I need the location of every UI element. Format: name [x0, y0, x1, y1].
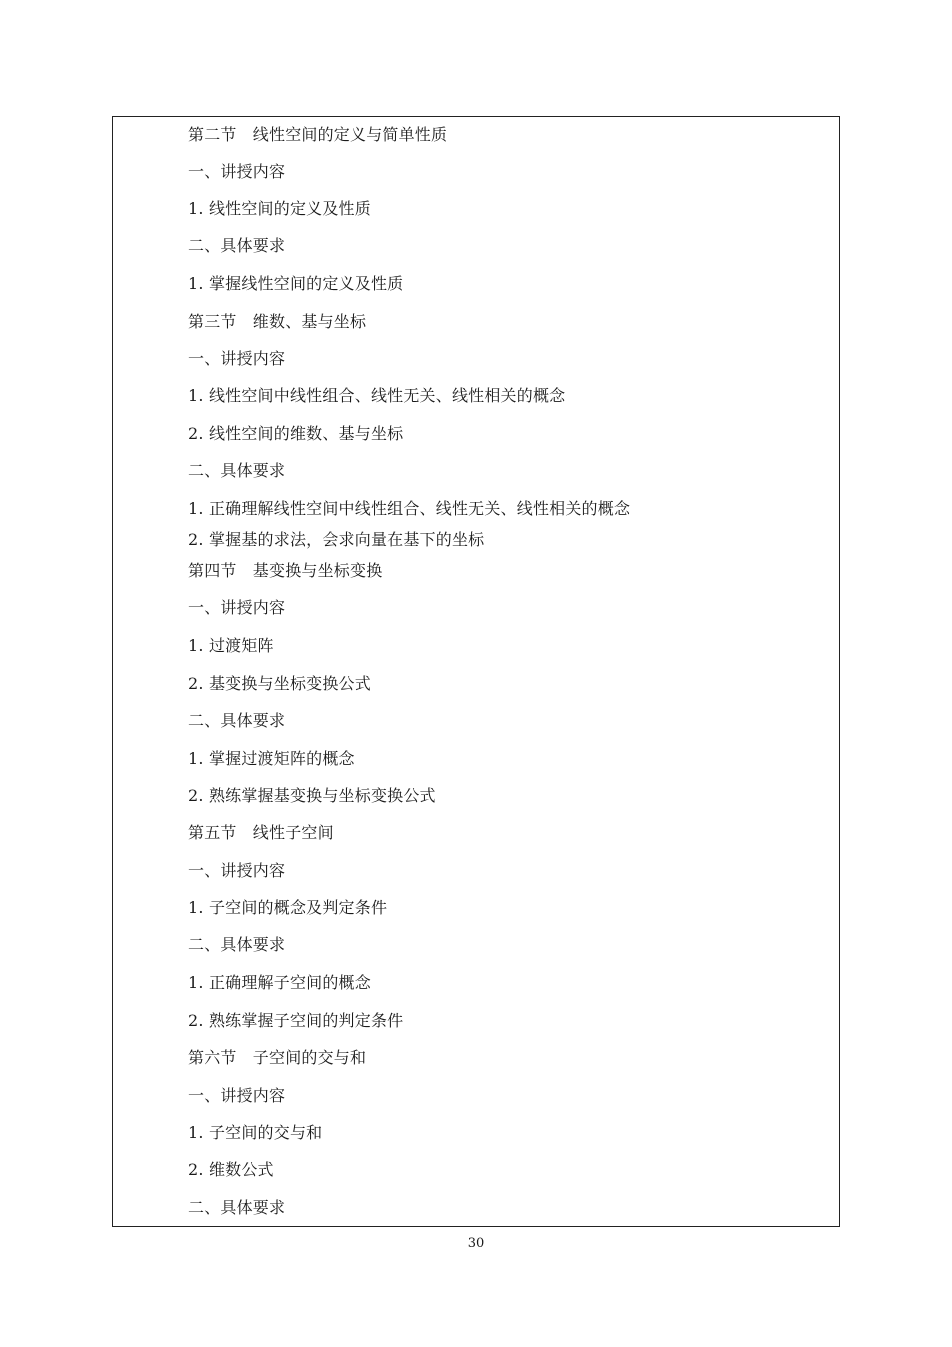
section-heading: 第三节 维数、基与坐标: [188, 312, 367, 331]
list-item: 2. 掌握基的求法，会求向量在基下的坐标: [188, 530, 485, 549]
list-item: 1. 正确理解子空间的概念: [188, 973, 371, 992]
subheading: 二、具体要求: [188, 461, 286, 480]
list-item: 1. 子空间的概念及判定条件: [188, 898, 388, 917]
section-heading: 第二节 线性空间的定义与简单性质: [188, 125, 448, 144]
subheading: 二、具体要求: [188, 1198, 286, 1217]
subheading: 一、讲授内容: [188, 1086, 286, 1105]
list-item: 1. 正确理解线性空间中线性组合、线性无关、线性相关的概念: [188, 499, 631, 518]
section-heading: 第五节 线性子空间: [188, 823, 334, 842]
subheading: 一、讲授内容: [188, 349, 286, 368]
list-item: 1. 过渡矩阵: [188, 636, 274, 655]
list-item: 1. 线性空间的定义及性质: [188, 199, 371, 218]
list-item: 2. 熟练掌握基变换与坐标变换公式: [188, 786, 436, 805]
subheading: 一、讲授内容: [188, 598, 286, 617]
subheading: 一、讲授内容: [188, 861, 286, 880]
subheading: 一、讲授内容: [188, 162, 286, 181]
section-heading: 第六节 子空间的交与和: [188, 1048, 367, 1067]
page-number: 30: [467, 1236, 485, 1251]
list-item: 1. 掌握过渡矩阵的概念: [188, 749, 355, 768]
subheading: 二、具体要求: [188, 711, 286, 730]
section-heading: 第四节 基变换与坐标变换: [188, 561, 383, 580]
list-item: 1. 线性空间中线性组合、线性无关、线性相关的概念: [188, 386, 566, 405]
list-item: 1. 掌握线性空间的定义及性质: [188, 274, 404, 293]
list-item: 2. 线性空间的维数、基与坐标: [188, 424, 404, 443]
list-item: 2. 熟练掌握子空间的判定条件: [188, 1011, 404, 1030]
list-item: 2. 维数公式: [188, 1160, 274, 1179]
list-item: 2. 基变换与坐标变换公式: [188, 674, 371, 693]
subheading: 二、具体要求: [188, 935, 286, 954]
list-item: 1. 子空间的交与和: [188, 1123, 323, 1142]
subheading: 二、具体要求: [188, 236, 286, 255]
